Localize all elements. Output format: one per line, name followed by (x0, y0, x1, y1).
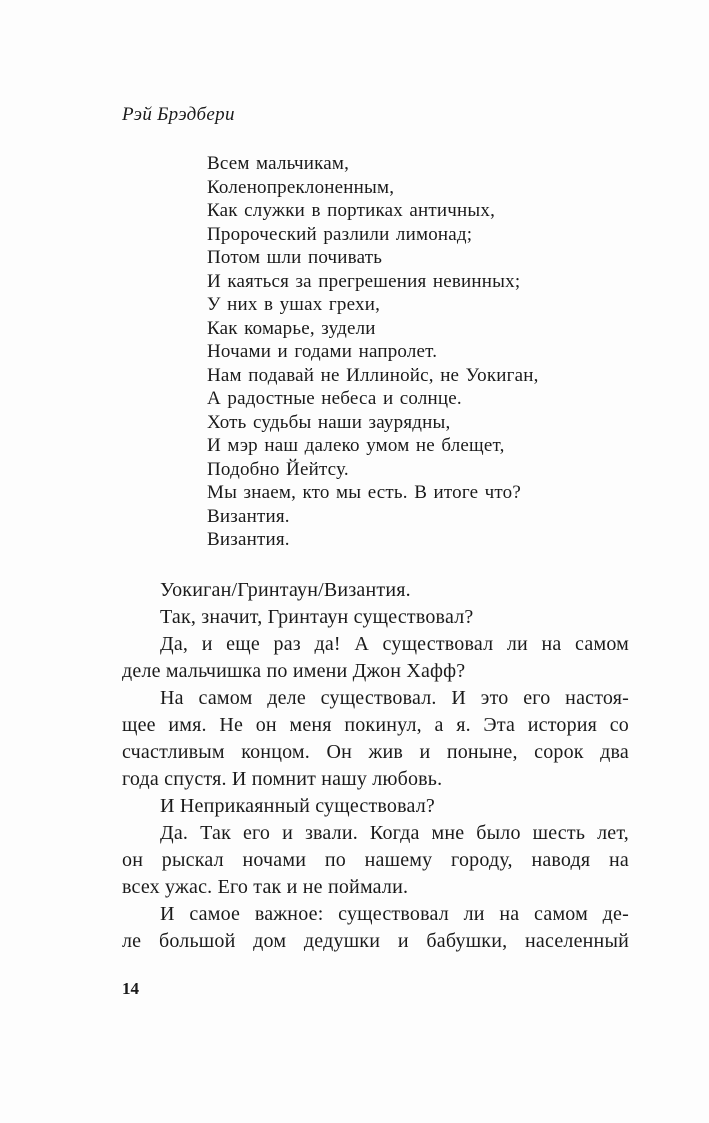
poem-line: Нам подавай не Иллинойс, не Уокиган, (207, 364, 539, 386)
poem-line: Византия. (207, 529, 290, 550)
prose-block (122, 577, 629, 955)
poem-line: И каяться за прегрешения невинных; (207, 270, 521, 292)
prose-line: года спустя. И помнит нашу любовь. (122, 768, 443, 790)
prose-line: Да. Так его и звали. Когда мне было шесть лет, (160, 822, 629, 844)
prose-line: счастливым концом. Он жив и поныне, сорок два (122, 741, 629, 763)
poem-line: Подобно Йейтсу. (207, 458, 349, 480)
poem-line: А радостные небеса и солнце. (207, 388, 462, 409)
poem-line: Как служки в портиках античных, (207, 200, 496, 221)
poem-line: Как комарье, зудели (207, 317, 376, 339)
poem-line: И мэр наш далеко умом не блещет, (207, 435, 505, 456)
prose-line: Так, значит, Гринтаун существовал? (160, 606, 474, 628)
poem-line: У них в ушах грехи, (207, 294, 381, 315)
running-header: Рэй Брэдбери (122, 104, 235, 125)
prose-line: Да, и еще раз да! А существовал ли на самом (160, 633, 629, 655)
prose-line: он рыскал ночами по нашему городу, наводя на (122, 849, 629, 871)
prose-line: И самое важное: существовал ли на самом де- (160, 903, 629, 925)
poem-block (207, 152, 539, 552)
poem-line: Коленопреклоненным, (207, 176, 395, 198)
poem-line: Потом шли почивать (207, 247, 383, 268)
prose-line: ле большой дом дедушки и бабушки, населенный (122, 930, 629, 952)
prose-line: И Неприкаянный существовал? (160, 795, 436, 817)
prose-line: деле мальчишка по имени Джон Хафф? (122, 660, 466, 682)
poem-line: Византия. (207, 505, 290, 527)
page-number: 14 (122, 979, 139, 998)
prose-line: Уокиган/Гринтаун/Византия. (160, 579, 411, 601)
poem-line: Ночами и годами напролет. (207, 341, 438, 362)
poem-line: Мы знаем, кто мы есть. В итоге что? (207, 482, 522, 503)
prose-line: щее имя. Не он меня покинул, а я. Эта история со (122, 714, 629, 736)
poem-line: Хоть судьбы наши заурядны, (207, 411, 451, 433)
poem-line: Всем мальчикам, (207, 153, 350, 174)
prose-line: На самом деле существовал. И это его настоя- (160, 687, 629, 709)
poem-line: Пророческий разлили лимонад; (207, 223, 473, 245)
prose-line: всех ужас. Его так и не поймали. (122, 876, 409, 898)
